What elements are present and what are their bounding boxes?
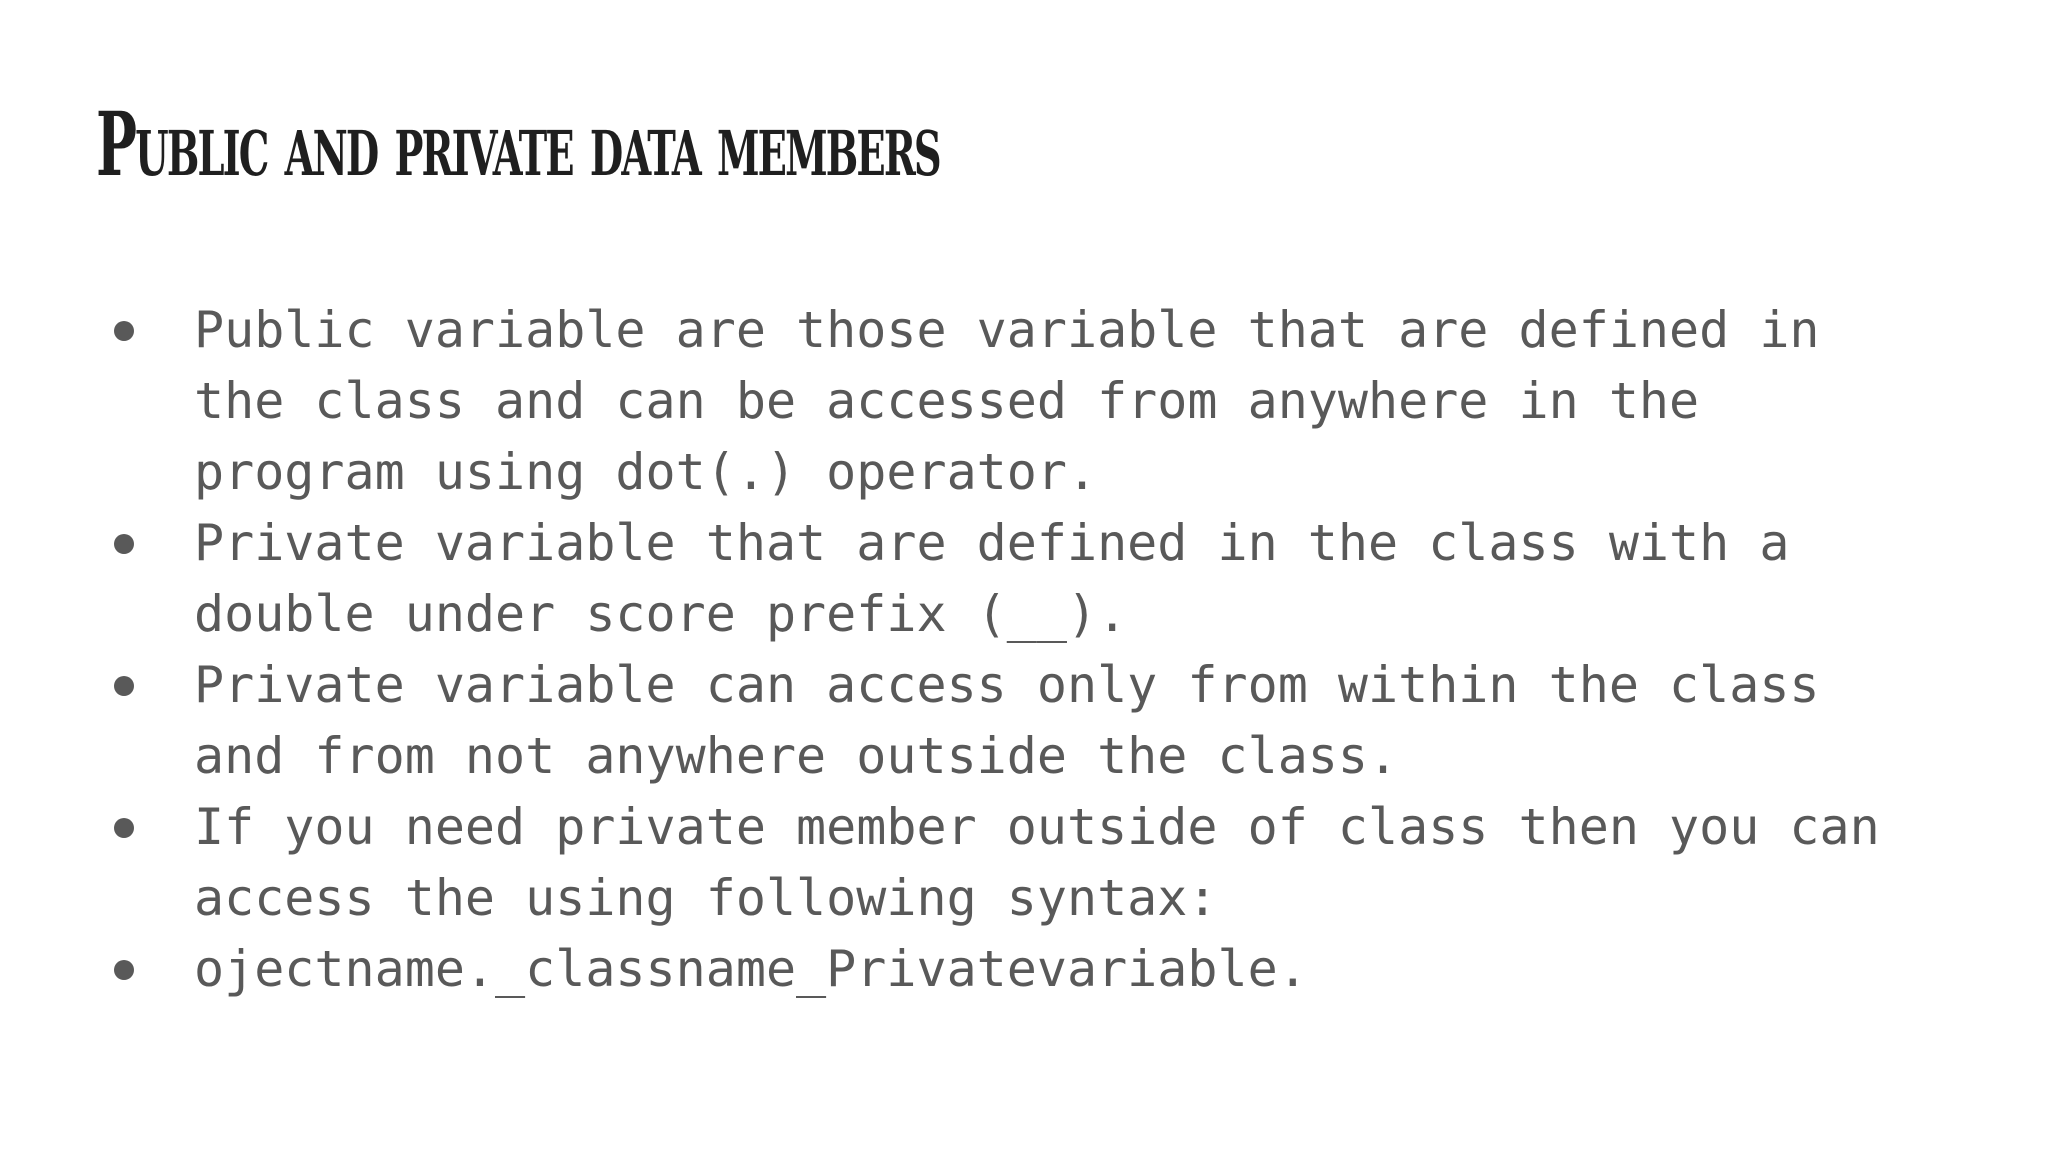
bullet-line: Private variable that are defined in the class with a <box>194 514 1790 572</box>
bullet-line: and from not anywhere outside the class. <box>194 727 1399 785</box>
bullet-item <box>110 295 2010 508</box>
bullet-dot-icon <box>114 321 134 341</box>
bullet-item <box>110 934 2010 1005</box>
bullet-dot-icon <box>114 818 134 838</box>
bullet-line: Private variable can access only from within the class <box>194 656 1820 714</box>
bullet-list <box>110 295 2010 1005</box>
bullet-line: Public variable are those variable that are defined in <box>194 301 1820 359</box>
bullet-item <box>110 508 2010 650</box>
bullet-line: If you need private member outside of class then you can <box>194 798 1880 856</box>
bullet-line: ojectname._classname_Privatevariable. <box>194 940 1308 998</box>
bullet-dot-icon <box>114 676 134 696</box>
slide-title: Public and private data members <box>96 92 940 196</box>
bullet-item <box>110 650 2010 792</box>
bullet-line: double under score prefix (__). <box>194 585 1128 643</box>
bullet-line: the class and can be accessed from anywhere in the <box>194 372 1700 430</box>
bullet-item <box>110 792 2010 934</box>
bullet-line: program using dot(.) operator. <box>194 443 1098 501</box>
bullet-dot-icon <box>114 960 134 980</box>
bullet-line: access the using following syntax: <box>194 869 1218 927</box>
bullet-dot-icon <box>114 534 134 554</box>
